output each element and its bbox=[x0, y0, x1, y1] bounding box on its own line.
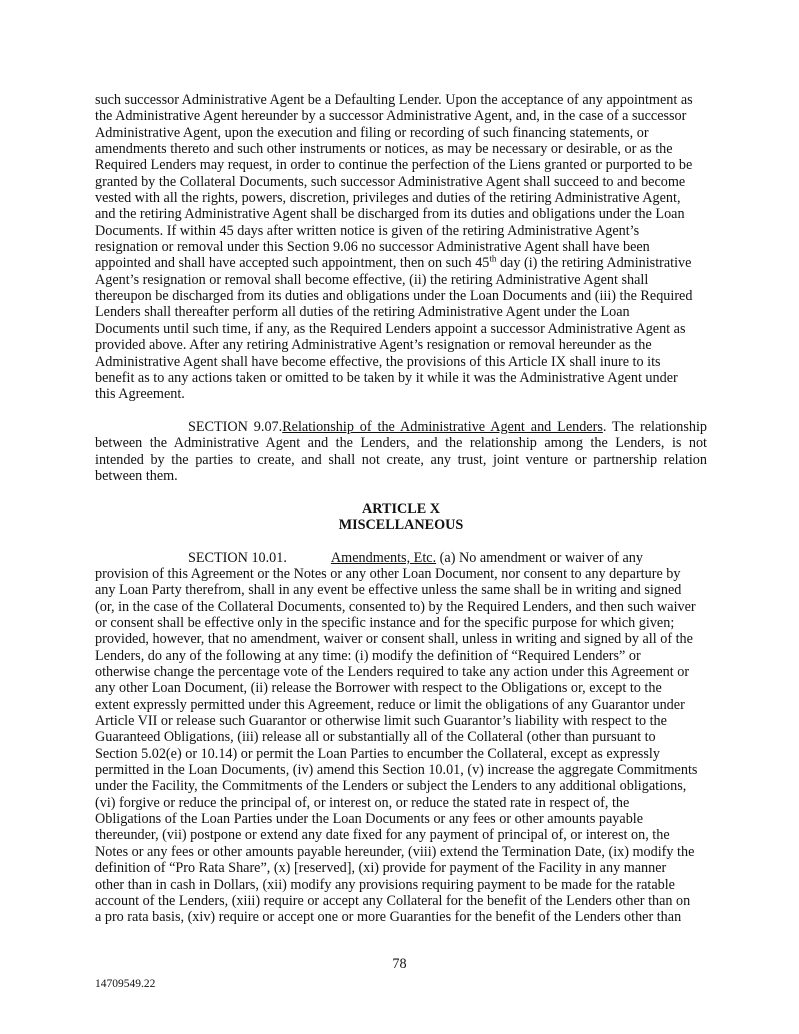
text-line: this Agreement. bbox=[95, 386, 185, 403]
article-heading bbox=[95, 501, 707, 534]
text-line: Required Lenders may request, in order to continue the perfection of the Liens granted or purported to be bbox=[95, 157, 693, 174]
text-line: Documents. If within 45 days after written notice is given of the retiring Administrative Agent’s bbox=[95, 222, 640, 239]
text-line: (vi) forgive or reduce the principal of, or interest on, or reduce the stated rate in respect of, the bbox=[95, 794, 630, 811]
text-line: provided above. After any retiring Administrative Agent’s resignation or removal hereunder as the bbox=[95, 337, 652, 354]
text-line: any Loan Party therefrom, shall in any event be effective unless the same shall be in writing and signed bbox=[95, 582, 682, 599]
text-line: the Administrative Agent hereunder by a successor Administrative Agent, and, in the case of a successor bbox=[95, 108, 687, 125]
text-line: Notes or any fees or other amounts payable hereunder, (viii) extend the Termination Date, (ix) modify the bbox=[95, 843, 695, 860]
text-line: vested with all the rights, powers, discretion, privileges and duties of the retiring Administrative Agent, bbox=[95, 190, 681, 207]
text-line: resignation or removal under this Section 9.06 no successor Administrative Agent shall have been bbox=[95, 239, 650, 256]
article-title: ARTICLE X bbox=[362, 500, 440, 517]
text-line: between the Administrative Agent and the Lenders, and the relationship among the Lenders, is not bbox=[95, 435, 707, 452]
text-fragment: day (i) the retiring Administrative bbox=[496, 255, 692, 272]
section-number: SECTION 9.07. bbox=[188, 418, 283, 435]
text-line: granted by the Collateral Documents, such successor Administrative Agent shall succeed to and become bbox=[95, 173, 686, 190]
section-907 bbox=[95, 419, 707, 484]
text-line: or consent shall be effective only in the specific instance and for the specific purpose for which given; bbox=[95, 615, 675, 631]
text-line bbox=[95, 255, 707, 271]
document-id: 14709549.22 bbox=[95, 978, 156, 990]
section-heading: Relationship of the Administrative Agent and Lenders bbox=[282, 418, 603, 435]
text-line: Guaranteed Obligations, (iii) release all or substantially all of the Collateral (other than pursuant to bbox=[95, 729, 656, 746]
article-subtitle: MISCELLANEOUS bbox=[338, 516, 464, 533]
text-line: benefit as to any actions taken or omitted to be taken by it while it was the Administrative Agent under bbox=[95, 369, 678, 386]
text-line: such successor Administrative Agent be a Defaulting Lender. Upon the acceptance of any appointment as bbox=[95, 92, 693, 108]
text-line: amendments thereto and such other instruments or notices, as may be necessary or desirable, or as the bbox=[95, 141, 673, 158]
section-1001 bbox=[95, 550, 707, 926]
text-line: (or, in the case of the Collateral Documents, consented to) by the Required Lenders, and then such waiver bbox=[95, 598, 696, 615]
text-line: provided, however, that no amendment, waiver or consent shall, unless in writing and signed by all of the bbox=[95, 631, 693, 648]
text-line: Agent’s resignation or removal shall become effective, (ii) the retiring Administrative Agent shall bbox=[95, 271, 649, 288]
ordinal-superscript: th bbox=[489, 253, 497, 264]
text-fragment: (a) No amendment or waiver of any bbox=[436, 549, 643, 566]
text-line: intended by the parties to create, and shall not create, any trust, joint venture or partnership relation bbox=[95, 451, 707, 468]
section-906-continuation bbox=[95, 92, 707, 403]
text-line: provision of this Agreement or the Notes or any other Loan Document, nor consent to any departure by bbox=[95, 565, 681, 582]
text-line: Administrative Agent, upon the execution and filing or recording of such financing statements, or bbox=[95, 124, 649, 141]
text-line: a pro rata basis, (xiv) require or accept one or more Guaranties for the benefit of the Lenders other than bbox=[95, 909, 682, 926]
text-fragment: . The relationship bbox=[602, 418, 707, 435]
text-line: other than in cash in Dollars, (xii) modify any provisions requiring payment to be made for the ratable bbox=[95, 876, 675, 893]
text-fragment: appointed and shall have accepted such appointment, then on such 45 bbox=[95, 255, 490, 272]
page-number: 78 bbox=[392, 956, 407, 972]
text-line: permitted in the Loan Documents, (iv) amend this Section 10.01, (v) increase the aggregate Commitments bbox=[95, 762, 698, 779]
text-line: and the retiring Administrative Agent shall be discharged from its duties and obligations under the Loan bbox=[95, 206, 685, 223]
text-line: between them. bbox=[95, 467, 178, 484]
text-line: extent expressly permitted under this Agreement, reduce or limit the obligations of any Guarantor under bbox=[95, 696, 685, 713]
section-number: SECTION 10.01. bbox=[188, 549, 287, 566]
text-line: any other Loan Document, (ii) release the Borrower with respect to the Obligations or, except to the bbox=[95, 680, 662, 697]
text-line: Lenders, do any of the following at any time: (i) modify the definition of “Required Lenders” or bbox=[95, 647, 641, 664]
text-line: Section 5.02(e) or 10.14) or permit the Loan Parties to encumber the Collateral, except as expressly bbox=[95, 745, 660, 762]
document-page bbox=[95, 92, 707, 926]
text-line: otherwise change the percentage vote of the Lenders required to take any action under this Agreement or bbox=[95, 664, 690, 681]
text-line: Obligations of the Loan Parties under the Loan Documents or any fees or other amounts payable bbox=[95, 811, 644, 828]
text-line: account of the Lenders, (xiii) require or accept any Collateral for the benefit of the Lenders other than on bbox=[95, 892, 691, 909]
text-line: thereunder, (vii) postpone or extend any date fixed for any payment of principal of, or interest on, the bbox=[95, 827, 670, 844]
text-line: thereupon be discharged from its duties and obligations under the Loan Documents and (iii) the Required bbox=[95, 288, 693, 305]
text-line bbox=[95, 550, 707, 566]
text-line: Article VII or release such Guarantor or otherwise limit such Guarantor’s liability with respect to the bbox=[95, 713, 667, 730]
text-line: Administrative Agent shall have become effective, the provisions of this Article IX shall inure to its bbox=[95, 353, 661, 370]
section-heading: Amendments, Etc. bbox=[330, 549, 437, 566]
text-line: Documents until such time, if any, as the Required Lenders appoint a successor Administrative Agent as bbox=[95, 320, 686, 337]
text-line: under the Facility, the Commitments of the Lenders or subject the Lenders to any additional obligations, bbox=[95, 778, 687, 795]
text-line: definition of “Pro Rata Share”, (x) [reserved], (xi) provide for payment of the Facility in any manner bbox=[95, 860, 667, 877]
text-line bbox=[95, 419, 707, 435]
text-line: Lenders shall thereafter perform all duties of the retiring Administrative Agent under the Loan bbox=[95, 304, 630, 321]
